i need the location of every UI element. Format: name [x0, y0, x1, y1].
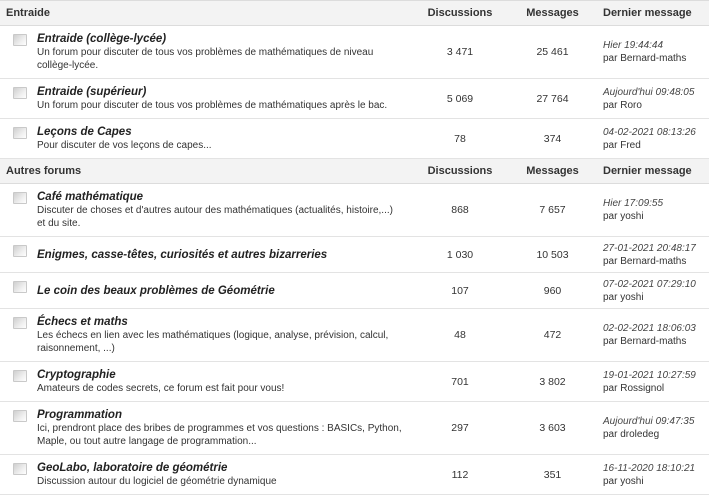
last-message-author: par Rossignol — [603, 382, 665, 394]
last-message-cell — [595, 184, 709, 237]
forum-cell — [0, 402, 410, 455]
forum-cell — [0, 184, 410, 237]
section-header — [0, 1, 709, 26]
forum-row-1-5 — [0, 402, 709, 455]
forum-folder-icon — [13, 317, 27, 329]
messages-count: 374 — [510, 119, 595, 159]
forum-folder-icon — [13, 127, 27, 139]
forum-cell — [0, 79, 410, 119]
forum-table-body — [0, 1, 709, 495]
forum-folder-icon — [13, 410, 27, 422]
forum-cell — [0, 362, 410, 402]
forum-description: Discussion autour du logiciel de géométrie dynamique — [37, 476, 277, 487]
messages-count: 10 503 — [510, 237, 595, 273]
forum-title-link[interactable]: Leçons de Capes — [37, 126, 132, 138]
last-message-cell — [595, 455, 709, 495]
forum-folder-icon — [13, 370, 27, 382]
messages-column-header: Messages — [510, 159, 595, 184]
last-message-cell — [595, 402, 709, 455]
last-message-author: par Roro — [603, 99, 642, 111]
forum-description: Un forum pour discuter de tous vos problèmes de mathématiques après le bac. — [37, 100, 388, 111]
last-message-cell — [595, 237, 709, 273]
forum-title-link[interactable]: Café mathématique — [37, 191, 144, 203]
last-message-date-link[interactable]: Aujourd'hui 09:48:05 — [603, 86, 695, 98]
forum-description: Discuter de choses et d'autres autour des mathématiques (actualités, histoire,...) et du site. — [37, 205, 393, 229]
forum-folder-icon — [13, 281, 27, 293]
discussions-count: 868 — [410, 184, 510, 237]
section-title: Autres forums — [0, 159, 410, 184]
messages-count: 25 461 — [510, 26, 595, 79]
last-message-author: par Fred — [603, 139, 641, 151]
forum-cell — [0, 273, 410, 309]
forum-cell — [0, 26, 410, 79]
forum-description: Un forum pour discuter de tous vos problèmes de mathématiques de niveau collège-lycée. — [37, 47, 374, 71]
messages-count: 472 — [510, 309, 595, 362]
forum-description: Pour discuter de vos leçons de capes... — [37, 140, 212, 151]
messages-count: 3 603 — [510, 402, 595, 455]
discussions-count: 5 069 — [410, 79, 510, 119]
discussions-count: 3 471 — [410, 26, 510, 79]
last-message-author: par yoshi — [603, 291, 644, 303]
last-message-cell — [595, 26, 709, 79]
discussions-count: 112 — [410, 455, 510, 495]
forum-description: Ici, prendront place des bribes de programmes et vos questions : BASICs, Python, Maple, ou tout autre langage de programmation... — [37, 423, 402, 447]
messages-count: 3 802 — [510, 362, 595, 402]
discussions-count: 1 030 — [410, 237, 510, 273]
discussions-column-header: Discussions — [410, 1, 510, 26]
last-message-author: par Bernard-maths — [603, 255, 687, 267]
last-message-author: par yoshi — [603, 211, 644, 222]
forum-row-0-2 — [0, 119, 709, 159]
forum-cell — [0, 237, 410, 273]
forum-folder-icon — [13, 192, 27, 204]
messages-count: 351 — [510, 455, 595, 495]
messages-count: 960 — [510, 273, 595, 309]
last-message-date-link[interactable]: 19-01-2021 10:27:59 — [603, 369, 696, 381]
messages-column-header: Messages — [510, 1, 595, 26]
forum-title-link[interactable]: Cryptographie — [37, 369, 116, 381]
forum-row-1-3 — [0, 309, 709, 362]
forum-cell — [0, 455, 410, 495]
last-message-date-link[interactable]: 04-02-2021 08:13:26 — [603, 126, 696, 138]
forum-row-1-1 — [0, 237, 709, 273]
last-message-author: par Bernard-maths — [603, 53, 687, 64]
last-message-date-link[interactable]: 27-01-2021 20:48:17 — [603, 242, 696, 254]
last-message-date-link[interactable]: 16-11-2020 18:10:21 — [603, 462, 696, 474]
discussions-count: 701 — [410, 362, 510, 402]
forum-title-link[interactable]: Le coin des beaux problèmes de Géométrie — [37, 284, 275, 297]
last-message-author: par droledeg — [603, 429, 660, 440]
forum-folder-icon — [13, 463, 27, 475]
forum-cell — [0, 119, 410, 159]
forum-title-link[interactable]: Échecs et maths — [37, 316, 128, 328]
discussions-count: 78 — [410, 119, 510, 159]
messages-count: 7 657 — [510, 184, 595, 237]
last-message-date-link[interactable]: 02-02-2021 18:06:03 — [603, 323, 696, 334]
forum-folder-icon — [13, 245, 27, 257]
forum-folder-icon — [13, 34, 27, 46]
forum-description: Amateurs de codes secrets, ce forum est fait pour vous! — [37, 383, 285, 394]
forum-title-link[interactable]: Entraide (collège-lycée) — [37, 33, 167, 45]
forum-row-0-0 — [0, 26, 709, 79]
forum-row-1-2 — [0, 273, 709, 309]
forum-cell — [0, 309, 410, 362]
forum-title-link[interactable]: Entraide (supérieur) — [37, 86, 147, 98]
forum-title-link[interactable]: Enigmes, casse-têtes, curiosités et autres bizarreries — [37, 248, 328, 261]
section-header — [0, 159, 709, 184]
forum-folder-icon — [13, 87, 27, 99]
last-message-column-header: Dernier message — [595, 1, 709, 26]
forum-row-1-4 — [0, 362, 709, 402]
last-message-date-link[interactable]: Hier 19:44:44 — [603, 40, 664, 51]
discussions-count: 297 — [410, 402, 510, 455]
forum-row-0-1 — [0, 79, 709, 119]
last-message-author: par yoshi — [603, 475, 644, 487]
forum-row-1-6 — [0, 455, 709, 495]
last-message-column-header: Dernier message — [595, 159, 709, 184]
forum-row-1-0 — [0, 184, 709, 237]
discussions-count: 107 — [410, 273, 510, 309]
last-message-date-link[interactable]: Aujourd'hui 09:47:35 — [603, 416, 695, 427]
discussions-count: 48 — [410, 309, 510, 362]
last-message-cell — [595, 362, 709, 402]
last-message-cell — [595, 309, 709, 362]
forum-title-link[interactable]: Programmation — [37, 409, 122, 421]
discussions-column-header: Discussions — [410, 159, 510, 184]
section-title: Entraide — [0, 1, 410, 26]
last-message-date-link[interactable]: 07-02-2021 07:29:10 — [603, 278, 696, 290]
last-message-cell — [595, 273, 709, 309]
forum-title-link[interactable]: GeoLabo, laboratoire de géométrie — [37, 462, 228, 474]
last-message-cell — [595, 119, 709, 159]
last-message-date-link[interactable]: Hier 17:09:55 — [603, 198, 664, 209]
last-message-author: par Bernard-maths — [603, 336, 687, 347]
forum-description: Les échecs en lien avec les mathématiques (logique, analyse, prévision, calcul, raisonnement, ...) — [37, 330, 389, 354]
messages-count: 27 764 — [510, 79, 595, 119]
last-message-cell — [595, 79, 709, 119]
